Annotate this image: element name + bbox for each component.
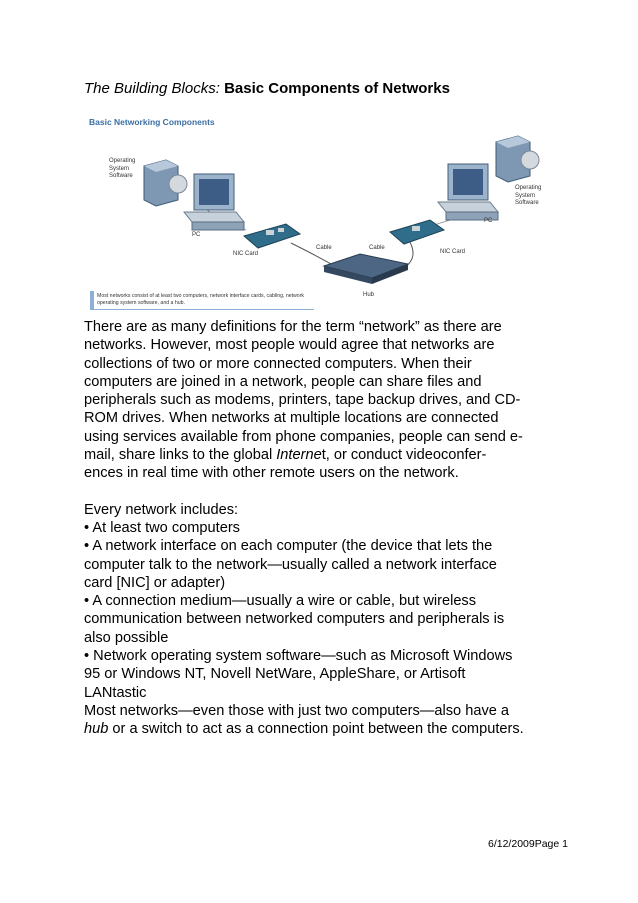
network-diagram: [86, 108, 556, 316]
page-footer: 6/12/2009Page 1: [488, 838, 568, 850]
list-item: • Network operating system software—such as Microsoft Windows 95 or Windows NT, Novell NetWare, AppleShare, or Artisoft LANtastic: [84, 648, 513, 701]
page-title: [84, 80, 450, 97]
label-cable-left: Cable: [316, 245, 332, 251]
label-nic-right: NIC Card: [440, 249, 466, 255]
diagram-graphic: [86, 108, 556, 316]
os-software-box-right: [496, 136, 539, 182]
label-nic-left: NIC Card: [233, 251, 259, 257]
pc-left-icon: [184, 174, 244, 230]
list-intro: Every network includes:: [84, 501, 239, 518]
label-pc-left: PC: [192, 232, 201, 238]
label-cable-right: Cable: [369, 245, 385, 251]
figure-title: Basic Networking Components: [89, 117, 215, 127]
paragraph-hub: Most networks—even those with just two computers—also have a hub or a switch to act as a connection point between the computers.: [84, 702, 524, 738]
list-item: • At least two computers: [84, 519, 240, 536]
nic-card-left-icon: [244, 224, 300, 248]
hub-icon: [324, 254, 408, 284]
internet-term: Interne: [276, 447, 322, 464]
body-text: [84, 318, 524, 739]
label-os-left: Operating System Software: [109, 158, 136, 179]
label-os-right: Operating System Software: [515, 185, 542, 206]
os-software-box-left: [144, 160, 187, 206]
pc-right-icon: [438, 164, 498, 220]
hub-term: hub: [84, 721, 109, 738]
paragraph-definition: There are as many definitions for the term “network” as there are networks. However, most people would agree that networks are collections of two or more connected computers. When their computers are joined in a network, people can share files and peripherals such as modems, printers, tape backup drives, and CD-ROM drives. When networks at multiple locations are connected using services available from phone companies, people can send e-mail, share links to the global Internet, or conduct videoconfer-ences in real time with other remote users on the network.: [84, 319, 523, 482]
title-bold: Basic Components of Networks: [224, 80, 450, 97]
label-hub: Hub: [363, 292, 375, 298]
label-pc-right: PC: [484, 218, 493, 224]
list-item: • A connection medium—usually a wire or cable, but wireless communication between networked computers and peripherals is also possible: [84, 593, 505, 646]
figure-caption: Most networks consist of at least two computers, network interface cards, cabling, network operating system software, and a hub.: [90, 291, 314, 310]
list-item: • A network interface on each computer (the device that lets the computer talk to the network—usually called a network interface card [NIC] or adapter): [84, 538, 497, 591]
nic-card-right-icon: [390, 220, 444, 244]
title-italic: The Building Blocks:: [84, 80, 220, 97]
